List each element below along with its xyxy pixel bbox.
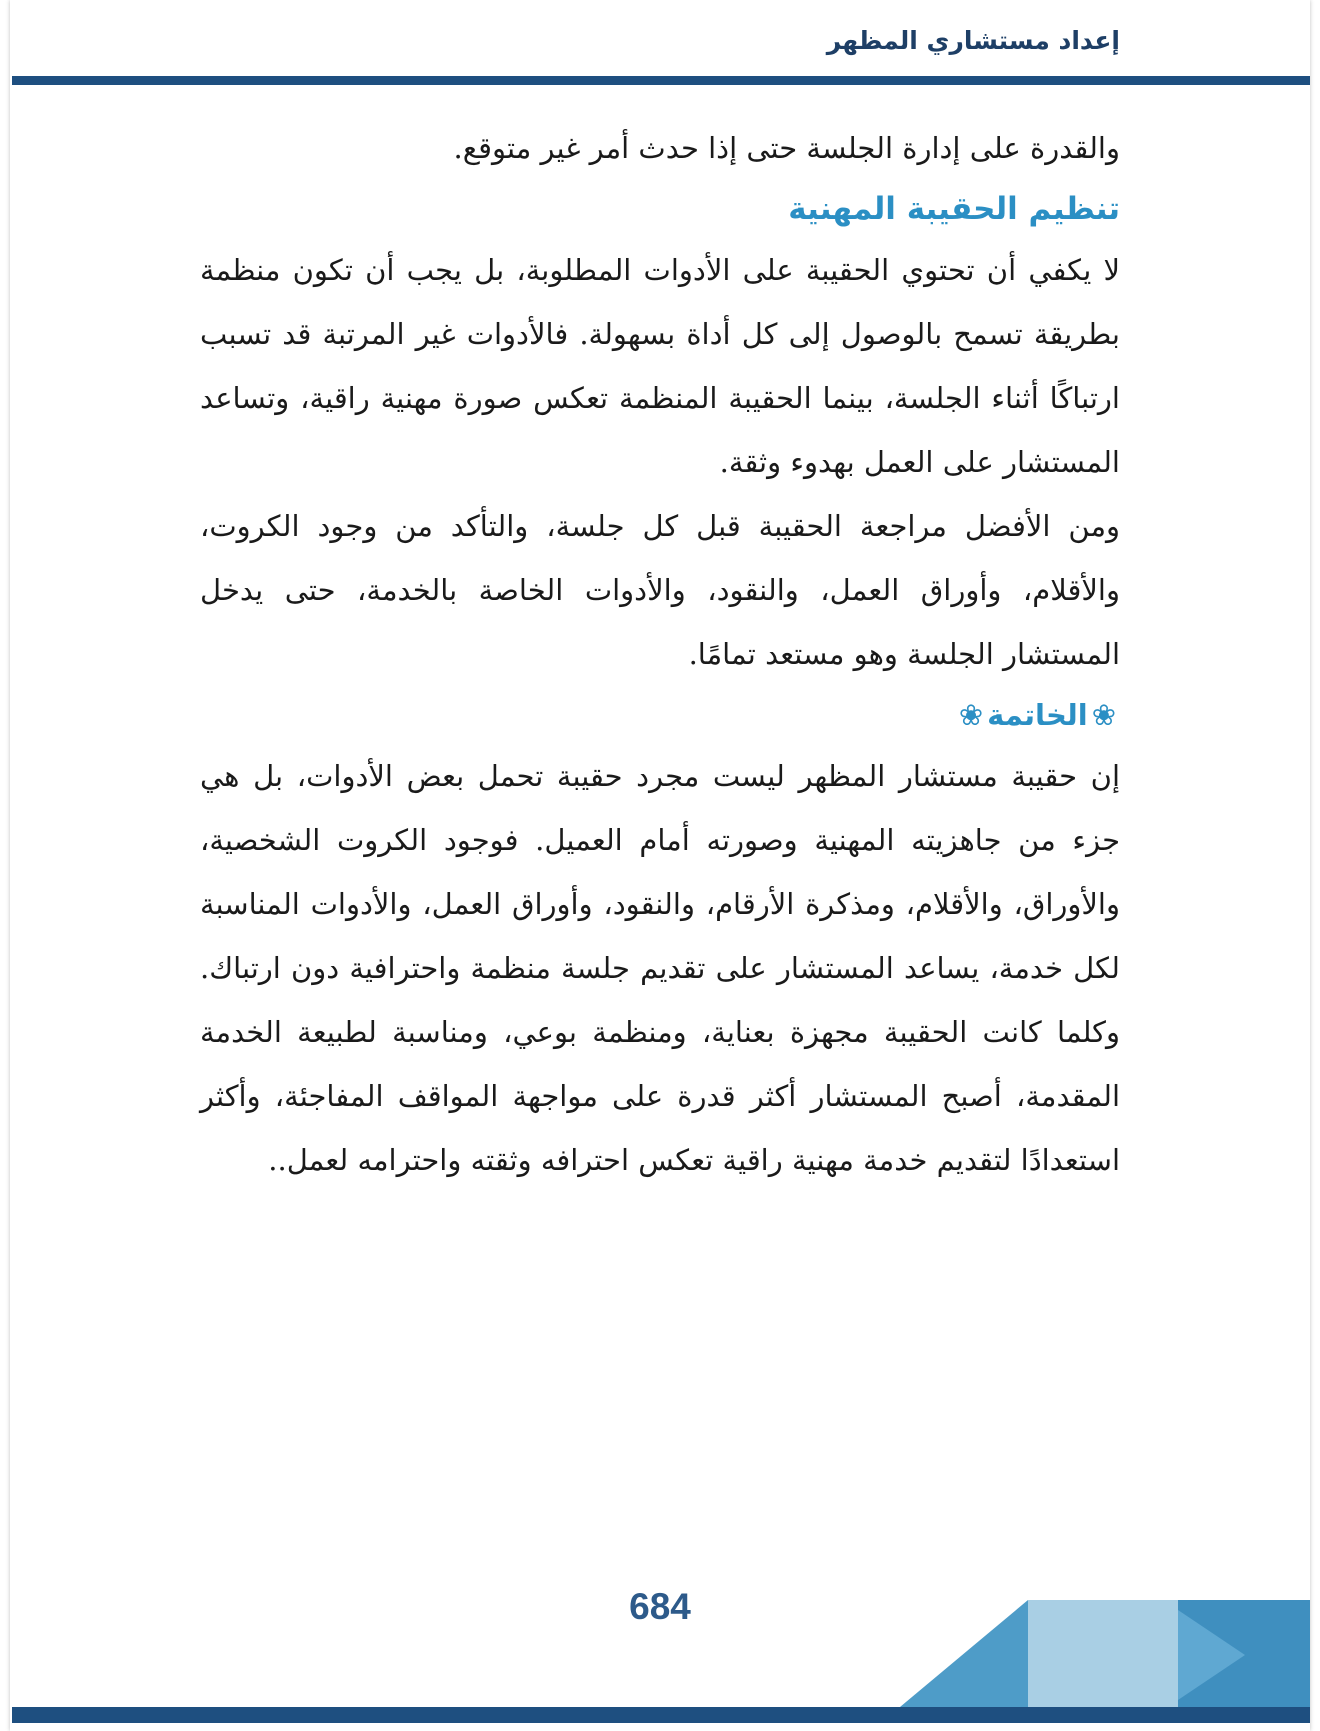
footer-rule [12,1707,1310,1723]
page-number: 684 [629,1586,691,1627]
flower-bullet-icon: ❀ [1091,698,1116,732]
paragraph-2: لا يكفي أن تحتوي الحقيبة على الأدوات المطلوبة، بل يجب أن تكون منظمة بطريقة تسمح بالوصول إلى كل أداة بسهولة. فالأدوات غير المرتبة قد تسبب ارتباكًا أثناء الجلسة، بينما الحقيبة المنظمة تعكس صورة مهنية راقية، وتساعد المستشار على العمل بهدوء وثقة. [200,253,1120,479]
paragraph-4: إن حقيبة مستشار المظهر ليست مجرد حقيبة تحمل بعض الأدوات، بل هي جزء من جاهزيته المهنية وصورته أمام العميل. فوجود الكروت الشخصية، والأوراق، والأقلام، ومذكرة الأرقام، والنقود، وأوراق العمل، والأدوات المناسبة لكل خدمة، يساعد المستشار على تقديم جلسة منظمة واحترافية دون ارتباك. وكلما كانت الحقيبة مجهزة بعناية، ومنظمة بوعي، ومناسبة لطبيعة الخدمة المقدمة، أصبح المستشار أكثر قدرة على مواجهة المواقف المفاجئة، وأكثر استعدادًا لتقديم خدمة مهنية راقية تعكس احترافه وثقته واحترامه لعمل.. [200,759,1121,1177]
conclusion-title: الخاتمة [987,698,1088,732]
footer-triangle-dark [900,1600,1028,1707]
footer-block-light [1028,1600,1178,1707]
flower-bullet-icon: ❀ [958,698,984,732]
section-heading-bag-organization: تنظيم الحقيبة المهنية [788,191,1120,227]
running-title: إعداد مستشاري المظهر [826,26,1120,55]
paragraph-1: والقدرة على إدارة الجلسة حتى إذا حدث أمر غير متوقع. [453,131,1120,165]
paragraph-3: ومن الأفضل مراجعة الحقيبة قبل كل جلسة، والتأكد من وجود الكروت، والأقلام، وأوراق العمل، والنقود، والأدوات الخاصة بالخدمة، حتى يدخل المستشار الجلسة وهو مستعد تمامًا. [200,509,1120,671]
